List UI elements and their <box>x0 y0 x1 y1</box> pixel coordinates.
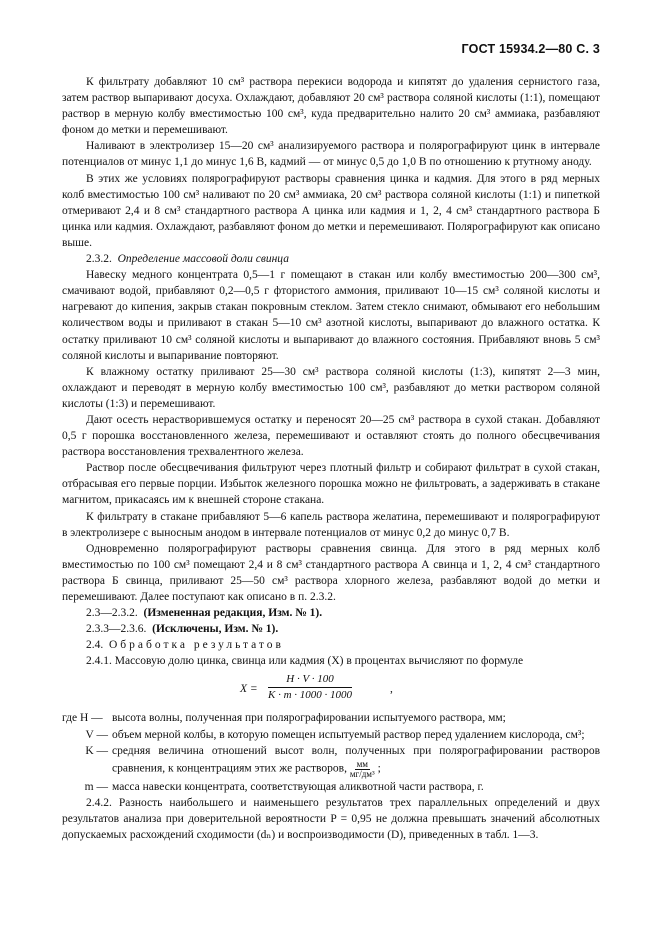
paragraph: Одновременно полярографируют растворы сравнения свинца. Для этого в ряд мерных колб вместимостью по 100 см³ помещают 2,4 и 8 см³ стандартного раствора А свинца и 1, 2, 4 см³ стандартного раствора Б свинца, приливают 25—50 см³ раствора хлорного железа, разбавляют водой до метки и перемешивают. Далее поступают как описано в п. 2.3.2. <box>62 542 600 603</box>
definition-row <box>62 743 600 779</box>
formula-numerator: H · V · 100 <box>268 672 352 688</box>
definition-symbol: V — <box>85 728 108 741</box>
section-number: 2.4. <box>86 639 104 652</box>
page-header: ГОСТ 15934.2—80 С. 3 <box>461 42 600 56</box>
formula-lhs: X = <box>240 683 258 696</box>
paragraph: Наливают в электролизер 15—20 см³ анализируемого раствора и полярографируют цинк в интервале потенциалов от минус 1,1 до минус 1,6 В, кадмий — от минус 0,5 до 1,0 В по отношению к ртутному аноду. <box>62 140 600 169</box>
definition-row <box>62 727 600 743</box>
amendment-text: (Исключены, Изм. № 1). <box>152 623 279 636</box>
paragraph: Навеску медного концентрата 0,5—1 г помещают в стакан или колбу вместимостью 200—300 см³, смачивают водой, прибавляют 0,2—0,5 г фтористого аммония, приливают 10—15 см³ соляной кислоты и нагревают до кипения, закрыв стакан покровным стеклом. Затем стекло снимают, обмывают его небольшим количеством воды и приливают в стакан 5—10 см³ азотной кислоты, выпаривают до влажного остатка. К остатку приливают 10 см³ соляной кислоты и выпаривают до влажного состояния. Прибавляют вновь 5 см³ соляной кислоты и выпаривание повторяют. <box>62 269 600 362</box>
section-heading <box>62 637 600 653</box>
paragraph: Дают осесть нерастворившемуся остатку и переносят 20—25 см³ раствора в сухой стакан. Добавляют 0,5 г порошка восстановленного железа, перемешивают и оставляют стоять до полного обесцвечивания раствора восстановления трехвалентного железа. <box>62 413 600 459</box>
formula <box>62 672 600 706</box>
definition-text: объем мерной колбы, в которую помещен испытуемый раствор перед удалением кислорода, см³; <box>112 728 585 741</box>
formula-fraction <box>268 672 352 703</box>
section-number: 2.3.3—2.3.6. <box>86 623 147 636</box>
paragraph: К фильтрату в стакане прибавляют 5—6 капель раствора желатина, перемешивают и полярографируют в электролизере с выносным анодом в интервале потенциалов от минус 0,2 до минус 0,7 В. <box>62 510 600 539</box>
unit-numerator: мм <box>356 758 368 769</box>
amendment-note <box>62 605 600 621</box>
paragraph: В этих же условиях полярографируют растворы сравнения цинка и кадмия. Для этого в ряд мерных колб вместимостью 100 см³ наливают по 20 см³ аммиака, 20 см³ раствора соляной кислоты (1:1) и пипеткой отмеривают 2,4 и 8 см³ стандартного раствора А цинка или кадмия и 1, 2, 4 см³ стандартного раствора Б цинка или кадмия. Охлаждают, разбавляют фоном до метки и перемешивают. Полярографируют как описано выше. <box>62 172 600 249</box>
unit-denominator: мг/дм³ <box>349 768 375 779</box>
paragraph: 2.4.2. Разность наибольшего и наименьшего результатов трех параллельных определений и двух результатов анализа при доверительной вероятности P = 0,95 не должна превышать значений абсолютных допускаемых расхождений сходимости (dₙ) и воспроизводимости (D), приведенных в табл. 1—3. <box>62 796 600 842</box>
section-title: Определение массовой доли свинца <box>117 253 289 266</box>
paragraph: Раствор после обесцвечивания фильтруют через плотный фильтр и собирают фильтрат в сухой стакан, отбрасывая его первые порции. Избыток железного порошка можно не фильтровать, а задерживать в стакане магнитом, прикасаясь им к внешней стороне стакана. <box>62 462 600 507</box>
section-title: Обработка результатов <box>109 639 284 652</box>
paragraph: К влажному остатку приливают 25—30 см³ раствора соляной кислоты (1:3), кипятят 2—3 мин, охлаждают и переводят в мерную колбу вместимостью 100 см³, разбавляют до метки раствором соляной кислоты (1:3) и перемешивают. <box>62 365 600 410</box>
paragraph: К фильтрату добавляют 10 см³ раствора перекиси водорода и кипятят до удаления сернистого газа, затем раствор выпаривают досуха. Охлаждают, добавляют 20 см³ раствора соляной кислоты (1:1), помещают раствор в мерную колбу вместимостью 100 см³, куда предварительно налито 20 см³ аммиака, разбавляют фоном до метки и перемешивают. <box>62 76 600 137</box>
amendment-text: (Измененная редакция, Изм. № 1). <box>143 607 323 620</box>
section-number: 2.3.2. <box>86 253 112 266</box>
formula-tail: , <box>390 683 393 696</box>
section-number: 2.3—2.3.2. <box>86 607 138 620</box>
definition-symbol: m — <box>84 780 108 793</box>
amendment-note <box>62 621 600 637</box>
definition-tail: ; <box>377 762 381 775</box>
definition-symbol: K — <box>85 744 108 757</box>
definition-text <box>112 743 600 779</box>
definition-row <box>62 710 600 726</box>
document-body <box>62 74 600 843</box>
definition-text-main: средняя величина отношений высот волн, полученных при полярографировании растворов сравнения, к концентрациям этих же растворов, <box>112 744 600 775</box>
paragraph: 2.4.1. Массовую долю цинка, свинца или кадмия (X) в процентах вычисляют по формуле <box>86 655 524 668</box>
unit-fraction <box>350 759 375 779</box>
definition-symbol: где H — <box>62 712 103 725</box>
formula-denominator: K · m · 1000 · 1000 <box>268 689 353 702</box>
definition-row <box>62 779 600 795</box>
definition-text: масса навески концентрата, соответствующая аликвотной части раствора, г. <box>112 780 484 793</box>
section-heading <box>62 251 600 267</box>
definition-text: высота волны, полученная при полярографировании испытуемого раствора, мм; <box>112 712 506 725</box>
